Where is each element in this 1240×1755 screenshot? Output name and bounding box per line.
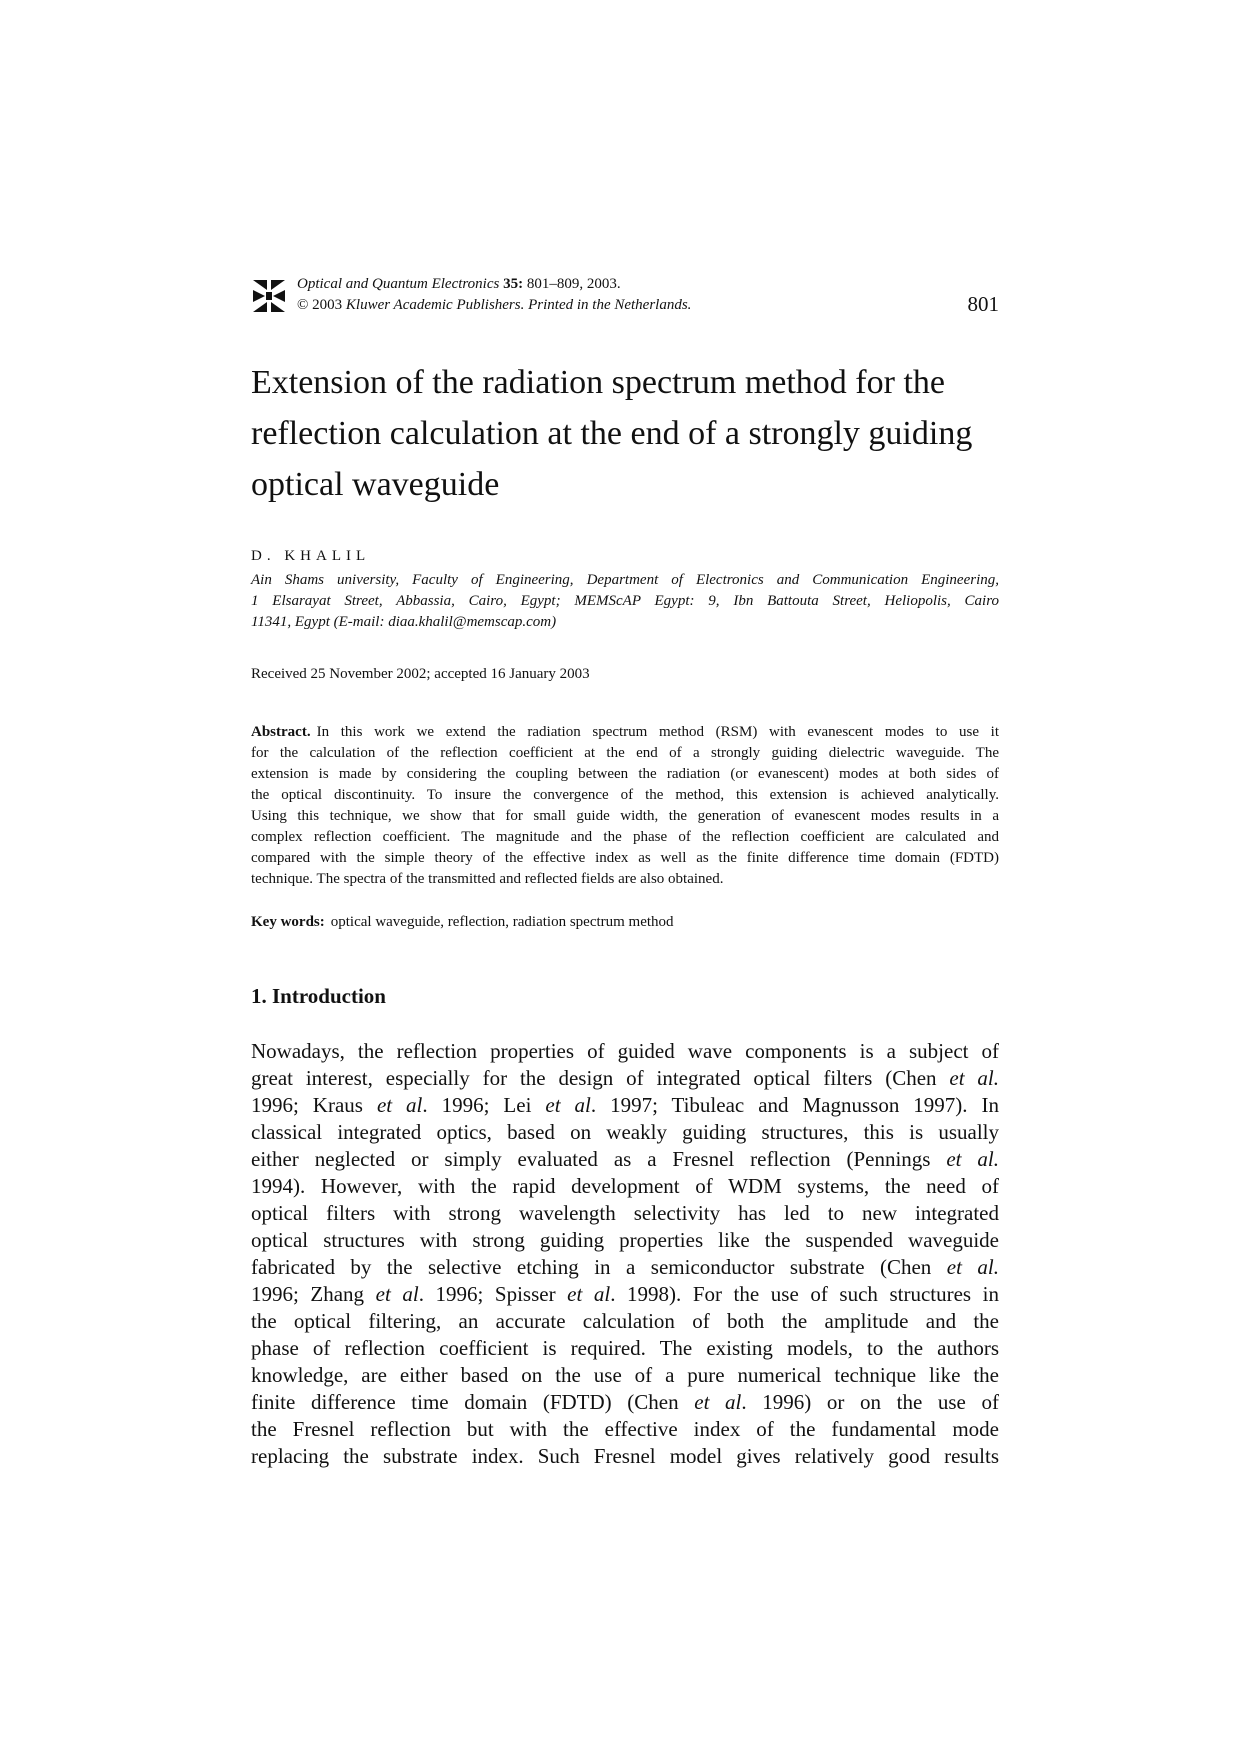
abstract-line: the optical discontinuity. To insure the convergence of the method, this extension is achieved analytically. xyxy=(251,787,999,803)
body-line xyxy=(251,1173,999,1200)
body-line xyxy=(251,1362,999,1389)
body-text-run: optical filters with strong wavelength selectivity has led to new integrated xyxy=(251,1201,999,1225)
keywords xyxy=(251,914,674,931)
publisher-line: Kluwer Academic Publishers. Printed in the Netherlands. xyxy=(345,297,692,313)
body-line xyxy=(251,1308,999,1335)
body-line xyxy=(251,1227,999,1254)
body-text-run: et al xyxy=(375,1282,419,1306)
section-heading-introduction: 1. Introduction xyxy=(251,984,386,1008)
body-text-run: . 1997; Tibuleac and Magnusson 1997). In xyxy=(590,1093,999,1117)
journal-volume: 35: xyxy=(503,276,524,292)
abstract-line: technique. The spectra of the transmitted and reflected fields are also obtained. xyxy=(251,871,724,887)
abstract-line: complex reflection coefficient. The magnitude and the phase of the reflection coefficient are calculated and xyxy=(251,829,999,845)
journal-pages-year: 801–809, 2003. xyxy=(526,276,621,292)
body-text-run: . 1996; Spisser xyxy=(418,1282,568,1306)
body-text-run: replacing the substrate index. Such Fresnel model gives relatively good results xyxy=(251,1444,999,1468)
abstract-line: compared with the simple theory of the effective index as well as the finite difference time domain (FDTD) xyxy=(251,850,999,866)
abstract-line: extension is made by considering the coupling between the radiation (or evanescent) modes at both sides of xyxy=(251,766,999,782)
body-line xyxy=(251,1119,999,1146)
body-text-run: Nowadays, the reflection properties of guided wave components is a subject of xyxy=(251,1039,999,1063)
journal-line-2 xyxy=(297,295,691,316)
body-line xyxy=(251,1038,999,1065)
body-text-run: great interest, especially for the design of integrated optical filters (Chen xyxy=(251,1066,950,1090)
abstract-text: In this work we extend the radiation spectrum method (RSM) with evanescent modes to use it xyxy=(316,724,999,740)
affiliation-line: Ain Shams university, Faculty of Engineering, Department of Electronics and Communication Engineering, xyxy=(251,572,999,588)
body-text-run: knowledge, are either based on the use of a pure numerical technique like the xyxy=(251,1363,999,1387)
journal-header xyxy=(251,274,999,322)
author-name: D. KHALIL xyxy=(251,548,371,564)
body-text-run: et al xyxy=(376,1093,423,1117)
body-text-run: et al. xyxy=(946,1147,999,1171)
journal-citation xyxy=(297,274,691,316)
body-line xyxy=(251,1335,999,1362)
body-text-run: finite difference time domain (FDTD) (Chen xyxy=(251,1390,695,1414)
body-line xyxy=(251,1281,999,1308)
abstract-line xyxy=(251,722,999,743)
body-text-run: 1996; Kraus xyxy=(251,1093,377,1117)
abstract xyxy=(251,722,999,890)
body-text-run: the optical filtering, an accurate calculation of both the amplitude and the xyxy=(251,1309,999,1333)
journal-line-1 xyxy=(297,274,691,295)
body-text-run: et al xyxy=(545,1093,591,1117)
abstract-line: Using this technique, we show that for small guide width, the generation of evanescent modes results in a xyxy=(251,808,999,824)
body-text-run: the Fresnel reflection but with the effective index of the fundamental mode xyxy=(251,1417,999,1441)
body-text-run: et al xyxy=(694,1390,742,1414)
body-line xyxy=(251,1092,999,1119)
affiliation-line: 1 Elsarayat Street, Abbassia, Cairo, Egypt; MEMScAP Egypt: 9, Ibn Battouta Street, Heliopolis, Cairo xyxy=(251,593,999,609)
body-line xyxy=(251,1065,999,1092)
copyright-symbol: © xyxy=(297,297,309,313)
body-text-run: et al. xyxy=(949,1066,999,1090)
body-text-run: . 1996) or on the use of xyxy=(741,1390,999,1414)
author-affiliation xyxy=(251,570,999,633)
body-text-run: fabricated by the selective etching in a semiconductor substrate (Chen xyxy=(251,1255,947,1279)
title-line: Extension of the radiation spectrum method for the xyxy=(251,364,945,401)
journal-name: Optical and Quantum Electronics xyxy=(297,276,500,292)
affiliation-line: 11341, Egypt (E-mail: diaa.khalil@memscap.com) xyxy=(251,614,557,630)
body-text-run: . 1996; Lei xyxy=(422,1093,546,1117)
body-text-run: either neglected or simply evaluated as a Fresnel reflection (Pennings xyxy=(251,1147,947,1171)
article-title xyxy=(251,357,1011,510)
body-line xyxy=(251,1416,999,1443)
body-text-run: 1996; Zhang xyxy=(251,1282,376,1306)
body-line xyxy=(251,1443,999,1470)
body-text-run: 1994). However, with the rapid development of WDM systems, the need of xyxy=(251,1174,999,1198)
body-text-run: et al. xyxy=(946,1255,999,1279)
abstract-label: Abstract. xyxy=(251,724,311,740)
body-line xyxy=(251,1254,999,1281)
body-text-run: classical integrated optics, based on weakly guiding structures, this is usually xyxy=(251,1120,999,1144)
body-line xyxy=(251,1200,999,1227)
abstract-line: for the calculation of the reflection coefficient at the end of a strongly guiding dielectric waveguide. The xyxy=(251,745,999,761)
page-number: 801 xyxy=(967,292,999,316)
body-text-run: optical structures with strong guiding properties like the suspended waveguide xyxy=(251,1228,999,1252)
keywords-label: Key words: xyxy=(251,914,325,930)
introduction-body xyxy=(251,1038,999,1470)
title-line: reflection calculation at the end of a strongly guiding xyxy=(251,415,973,452)
body-text-run: et al xyxy=(567,1282,611,1306)
body-line xyxy=(251,1146,999,1173)
body-text-run: phase of reflection coefficient is required. The existing models, to the authors xyxy=(251,1336,999,1360)
title-line: optical waveguide xyxy=(251,466,500,503)
received-dates: Received 25 November 2002; accepted 16 January 2003 xyxy=(251,666,590,682)
keywords-text: optical waveguide, reflection, radiation spectrum method xyxy=(330,914,674,930)
body-text-run: . 1998). For the use of such structures in xyxy=(610,1282,999,1306)
publisher-logo-icon xyxy=(251,278,287,314)
body-line xyxy=(251,1389,999,1416)
copyright-year: 2003 xyxy=(312,297,343,313)
